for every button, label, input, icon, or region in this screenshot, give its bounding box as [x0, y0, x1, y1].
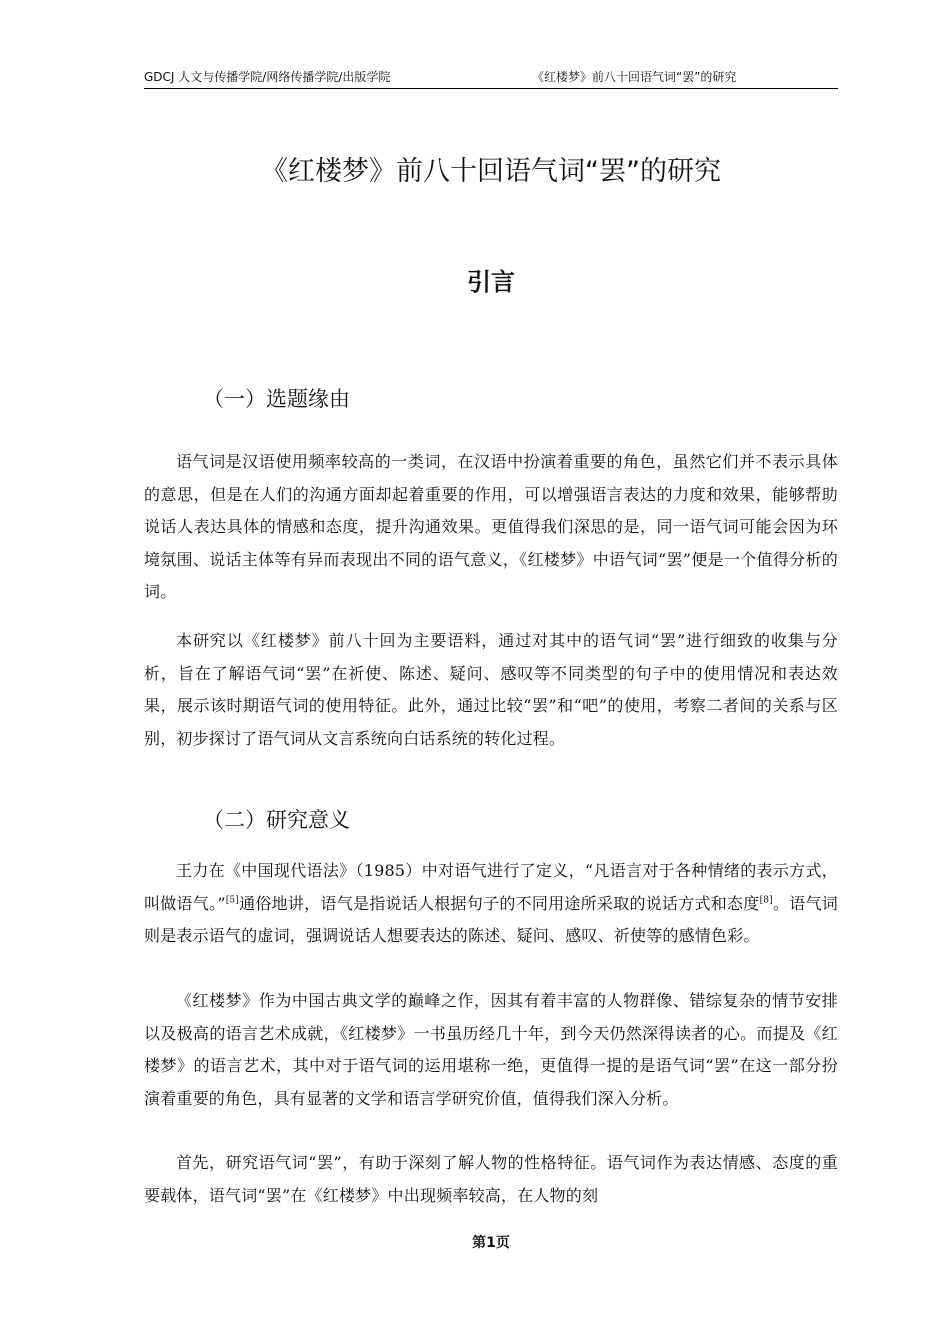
subsection-heading-2: （二）研究意义: [203, 808, 350, 832]
citation-ref: [8]: [759, 895, 773, 906]
section-title: 引言: [467, 268, 515, 296]
paragraph: 语气词是汉语使用频率较高的一类词，在汉语中扮演着重要的角色，虽然它们并不表示具体的意思，但是在人们的沟通方面却起着重要的作用，可以增强语言表达的力度和效果，能够帮助说话人表达具体的情感和态度，提升沟通效果。更值得我们深思的是，同一语气词可能会因为环境氛围、说话主体等有异而表现出不同的语气意义，《红楼梦》中语气词“罢”便是一个值得分析的词。: [144, 452, 838, 601]
paragraph-text: 王力在《中国现代语法》（1985）中对语气进行了定义，“凡语言对于各种情绪的表示方式，叫做语气。”: [144, 861, 838, 913]
page-number: 第1页: [472, 1235, 510, 1251]
subsection-heading-1: （一）选题缘由: [203, 387, 350, 411]
paragraph-with-citations: [144, 855, 838, 953]
paragraph-text: 通俗地讲，语气是指说话人根据句子的不同用途所采取的说话方式和态度: [239, 893, 760, 913]
header-running-title: 《红楼梦》前八十回语气词“罢”的研究: [532, 70, 737, 84]
paragraph: 首先，研究语气词“罢”，有助于深刻了解人物的性格特征。语气词作为表达情感、态度的重要载体，语气词“罢”在《红楼梦》中出现频率较高，在人物的刻: [144, 1153, 838, 1205]
paper-title: 《红楼梦》前八十回语气词“罢”的研究: [261, 156, 721, 187]
paragraph-text: 。语气词则是表示语气的虚词，强调说话人想要表达的陈述、疑问、感叹、祈使等的感情色彩。: [144, 893, 838, 945]
page-header: [144, 68, 838, 89]
paragraph: 《红楼梦》作为中国古典文学的巅峰之作，因其有着丰富的人物群像、错综复杂的情节安排以及极高的语言艺术成就，《红楼梦》一书虽历经几十年，到今天仍然深得读者的心。而提及《红楼梦》的语言艺术，其中对于语气词的运用堪称一绝，更值得一提的是语气词“罢”在这一部分扮演着重要的角色，具有显著的文学和语言学研究价值，值得我们深入分析。: [144, 991, 838, 1108]
paragraph: 本研究以《红楼梦》前八十回为主要语料，通过对其中的语气词“罢”进行细致的收集与分析，旨在了解语气词“罢”在祈使、陈述、疑问、感叹等不同类型的句子中的使用情况和表达效果，展示该时期语气词的使用特征。此外，通过比较“罢”和“吧”的使用，考察二者间的关系与区别，初步探讨了语气词从文言系统向白话系统的转化过程。: [144, 631, 838, 748]
header-institution: GDCJ 人文与传播学院/网络传播学院/出版学院: [144, 70, 391, 84]
citation-ref: [5]: [225, 895, 240, 906]
